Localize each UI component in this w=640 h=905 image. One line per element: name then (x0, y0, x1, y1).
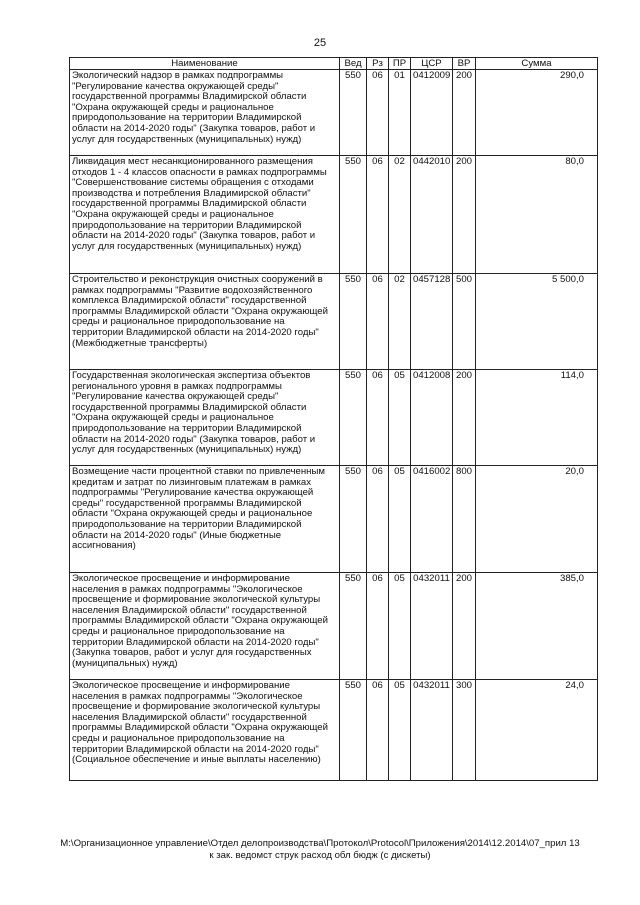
row-name: Государственная экологическая экспертиза объектов регионального уровня в рамках подпрограммы "Регулирование качества окружающей среды" государственной программы Владимирской области "Охрана окружающей среды и рациональное природопользование на территории Владимирской области на 2014-2020 годы" (Закупка товаров, работ и услуг для государственных (муниципальных) нужд) (70, 370, 340, 466)
row-name: Экологическое просвещение и информирование населения в рамках подпрограммы "Экологическое просвещение и формирование экологической культуры населения Владимирской области" государственной программы Владимирской области "Охрана окружающей среды и рациональное природопользование на территории Владимирской области на 2014-2020 годы" (Социальное обеспечение и иные выплаты населению) (70, 680, 340, 781)
table-row (70, 274, 598, 370)
header-ved: Вед (340, 58, 367, 70)
table-row (70, 680, 598, 781)
table-row (70, 573, 598, 680)
row-vr: 200 (453, 370, 476, 466)
row-pr: 01 (389, 70, 411, 156)
row-vr: 200 (453, 573, 476, 680)
row-name: Ликвидация мест несанкционированного размещения отходов 1 - 4 классов опасности в рамках подпрограммы "Совершенствование системы обращения с отходами производства и потребления Владимирской области" государственной программы Владимирской области "Охрана окружающей среды и рациональное природопользование на территории Владимирской области на 2014-2020 годы" (Закупка товаров, работ и услуг для государственных (муниципальных) нужд) (70, 156, 340, 274)
row-ved: 550 (340, 156, 367, 274)
row-csr: 0432011 (411, 573, 453, 680)
row-sum: 114,0 (476, 370, 598, 466)
row-csr: 0412009 (411, 70, 453, 156)
row-rz: 06 (367, 70, 389, 156)
table-header-row (70, 58, 598, 70)
row-csr: 0432011 (411, 680, 453, 781)
header-rz: Рз (367, 58, 389, 70)
row-sum: 5 500,0 (476, 274, 598, 370)
row-csr: 0457128 (411, 274, 453, 370)
row-pr: 02 (389, 156, 411, 274)
header-sum: Сумма (476, 58, 598, 70)
row-ved: 550 (340, 70, 367, 156)
row-rz: 06 (367, 370, 389, 466)
row-ved: 550 (340, 573, 367, 680)
table-row (70, 466, 598, 573)
row-rz: 06 (367, 573, 389, 680)
row-vr: 200 (453, 156, 476, 274)
row-rz: 06 (367, 274, 389, 370)
page-number: 25 (313, 37, 327, 49)
file-path-footer (0, 838, 640, 862)
footer-description-line: к зак. ведомст струк расход обл бюдж (с дискеты) (209, 850, 431, 861)
row-csr: 0412008 (411, 370, 453, 466)
row-name: Возмещение части процентной ставки по привлеченным кредитам и затрат по лизинговым платежам в рамках подпрограммы "Регулирование качества окружающей среды" государственной программы Владимирской области "Охрана окружающей среды и рациональное природопользование на территории Владимирской области на 2014-2020 годы" (Иные бюджетные ассигнования) (70, 466, 340, 573)
row-vr: 200 (453, 70, 476, 156)
row-sum: 80,0 (476, 156, 598, 274)
row-rz: 06 (367, 156, 389, 274)
row-pr: 05 (389, 573, 411, 680)
header-vr: ВР (453, 58, 476, 70)
row-name: Экологический надзор в рамках подпрограммы "Регулирование качества окружающей среды" государственной программы Владимирской области "Охрана окружающей среды и рациональное природопользование на территории Владимирской области на 2014-2020 годы" (Закупка товаров, работ и услуг для государственных (муниципальных) нужд) (70, 70, 340, 156)
row-csr: 0416002 (411, 466, 453, 573)
row-vr: 500 (453, 274, 476, 370)
row-sum: 20,0 (476, 466, 598, 573)
header-pr: ПР (389, 58, 411, 70)
row-name: Строительство и реконструкция очистных сооружений в рамках подпрограммы "Развитие водохозяйственного комплекса Владимирской области" государственной программы Владимирской области "Охрана окружающей среды и рациональное природопользование на территории Владимирской области на 2014-2020 годы" (Межбюджетные трансферты) (70, 274, 340, 370)
row-rz: 06 (367, 466, 389, 573)
table-row (70, 70, 598, 156)
table-row (70, 370, 598, 466)
row-sum: 290,0 (476, 70, 598, 156)
row-ved: 550 (340, 274, 367, 370)
row-name: Экологическое просвещение и информирование населения в рамках подпрограммы "Экологическое просвещение и формирование экологической культуры населения Владимирской области" государственной программы Владимирской области "Охрана окружающей среды и рациональное природопользование на территории Владимирской области на 2014-2020 годы" (Закупка товаров, работ и услуг для государственных (муниципальных) нужд) (70, 573, 340, 680)
row-sum: 24,0 (476, 680, 598, 781)
row-pr: 02 (389, 274, 411, 370)
row-pr: 05 (389, 680, 411, 781)
table-row (70, 156, 598, 274)
row-pr: 05 (389, 466, 411, 573)
header-name: Наименование (70, 58, 340, 70)
row-sum: 385,0 (476, 573, 598, 680)
row-pr: 05 (389, 370, 411, 466)
row-ved: 550 (340, 680, 367, 781)
budget-table (69, 57, 598, 781)
row-ved: 550 (340, 466, 367, 573)
footer-path-line: M:\Организационное управление\Отдел делопроизводства\Протокол\Protocol\Приложения\2014\12.2014\07_прил 13 (60, 838, 580, 849)
row-vr: 300 (453, 680, 476, 781)
header-csr: ЦСР (411, 58, 453, 70)
row-csr: 0442010 (411, 156, 453, 274)
row-rz: 06 (367, 680, 389, 781)
row-ved: 550 (340, 370, 367, 466)
row-vr: 800 (453, 466, 476, 573)
